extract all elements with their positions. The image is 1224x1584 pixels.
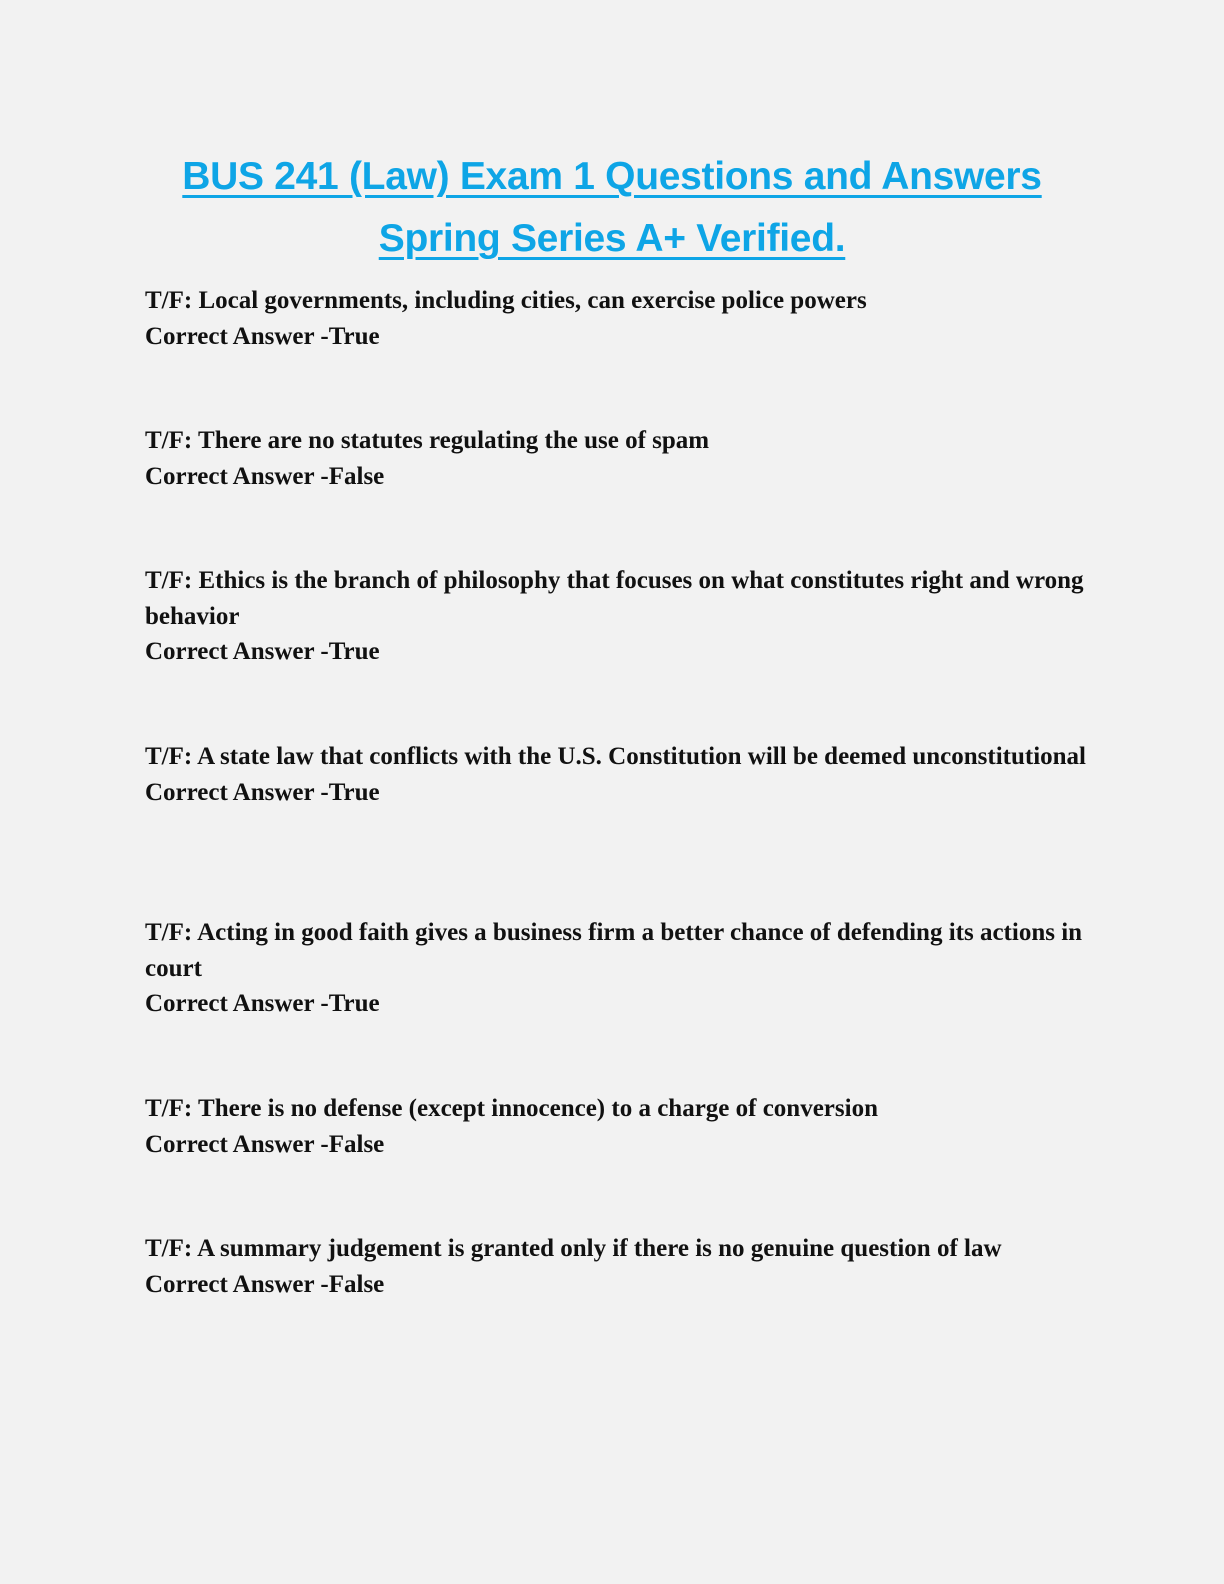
title-line-2: Spring Series A+ Verified. (378, 217, 846, 260)
answer-text: Correct Answer -False (145, 1130, 385, 1158)
qa-item (145, 915, 1105, 1022)
question-text: T/F: A state law that conflicts with the U.S. Constitution will be deemed unconstitutional (145, 743, 1087, 770)
answer-text: Correct Answer -False (145, 462, 385, 490)
qa-item (145, 283, 1105, 354)
answer-text: Correct Answer -True (145, 638, 380, 665)
question-text: T/F: A summary judgement is granted only if there is no genuine question of law (145, 1235, 1002, 1262)
qa-item (145, 563, 1105, 670)
qa-item (145, 423, 1105, 494)
question-text: T/F: There are no statutes regulating the use of spam (145, 427, 710, 454)
answer-text: Correct Answer -True (145, 778, 380, 806)
answer-text: Correct Answer -True (145, 322, 380, 350)
question-text: T/F: Ethics is the branch of philosophy that focuses on what constitutes right and wrong behavior (145, 567, 1084, 630)
qa-item (145, 739, 1105, 810)
qa-item (145, 1091, 1105, 1162)
question-text: T/F: Local governments, including cities, can exercise police powers (145, 287, 867, 314)
question-text: T/F: There is no defense (except innocence) to a charge of conversion (145, 1095, 878, 1122)
title-line-1: BUS 241 (Law) Exam 1 Questions and Answers (182, 155, 1042, 198)
answer-text: Correct Answer -False (145, 1270, 385, 1298)
answer-text: Correct Answer -True (145, 990, 380, 1017)
question-text: T/F: Acting in good faith gives a business firm a better chance of defending its actions in court (145, 919, 1083, 982)
document-title[interactable] (100, 146, 1124, 270)
qa-item (145, 1231, 1105, 1302)
